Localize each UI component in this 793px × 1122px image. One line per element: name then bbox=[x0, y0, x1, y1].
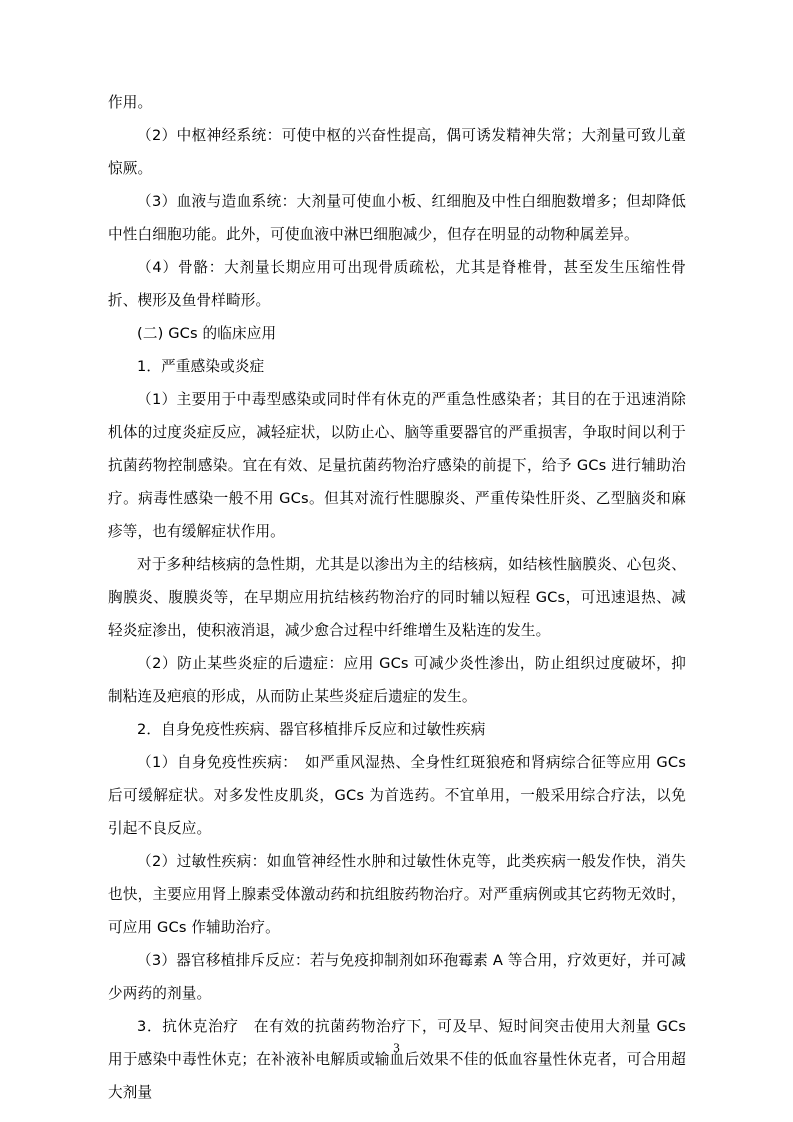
page-number: 3 bbox=[393, 1040, 400, 1055]
section-heading: (二) GCs 的临床应用 bbox=[137, 325, 277, 342]
paragraph: （4）骨骼：大剂量长期应用可出现骨质疏松，尤其是脊椎骨，甚至发生压缩性骨折、楔形及鱼骨样畸形。 bbox=[108, 259, 686, 309]
paragraph: 作用。 bbox=[108, 94, 153, 111]
page-body bbox=[108, 86, 686, 1109]
subsection-heading: 1．严重感染或炎症 bbox=[137, 358, 265, 375]
paragraph: （2）过敏性疾病：如血管神经性水肿和过敏性休克等，此类疾病一般发作快，消失也快，主要应用肾上腺素受体激动药和抗组胺药物治疗。对严重病例或其它药物无效时，可应用 GCs 作辅助治疗。 bbox=[108, 853, 686, 936]
paragraph: 对于多种结核病的急性期，尤其是以渗出为主的结核病，如结核性脑膜炎、心包炎、胸膜炎、腹膜炎等，在早期应用抗结核药物治疗的同时辅以短程 GCs，可迅速退热、减轻炎症渗出，使积液消退，减少愈合过程中纤维增生及粘连的发生。 bbox=[108, 556, 686, 639]
paragraph: （2）防止某些炎症的后遗症：应用 GCs 可减少炎性渗出，防止组织过度破坏，抑制粘连及疤痕的形成，从而防止某些炎症后遗症的发生。 bbox=[108, 655, 686, 705]
paragraph: （3）器官移植排斥反应：若与免疫抑制剂如环孢霉素 A 等合用，疗效更好，并可减少两药的剂量。 bbox=[108, 952, 686, 1002]
subsection-heading: 2．自身免疫性疾病、器官移植排斥反应和过敏性疾病 bbox=[137, 721, 486, 738]
paragraph: （2）中枢神经系统：可使中枢的兴奋性提高，偶可诱发精神失常；大剂量可致儿童惊厥。 bbox=[108, 127, 686, 177]
paragraph: （1）自身免疫性疾病： 如严重风湿热、全身性红斑狼疮和肾病综合征等应用 GCs 后可缓解症状。对多发性皮肌炎，GCs 为首选药。不宜单用，一般采用综合疗法，以免引起不良反应。 bbox=[108, 754, 686, 837]
paragraph: （3）血液与造血系统：大剂量可使血小板、红细胞及中性白细胞数增多；但却降低中性白细胞功能。此外，可使血液中淋巴细胞减少，但存在明显的动物种属差异。 bbox=[108, 193, 686, 243]
paragraph: （1）主要用于中毒型感染或同时伴有休克的严重急性感染者；其目的在于迅速消除机体的过度炎症反应，减轻症状，以防止心、脑等重要器官的严重损害，争取时间以利于抗菌药物控制感染。宜在有效、足量抗菌药物治疗感染的前提下，给予 GCs 进行辅助治疗。病毒性感染一般不用 GCs。但其对流行性腮腺炎、严重传染性肝炎、乙型脑炎和麻疹等，也有缓解症状作用。 bbox=[108, 391, 686, 540]
paragraph: 3．抗休克治疗 在有效的抗菌药物治疗下，可及早、短时间突击使用大剂量 GCs 用于感染中毒性休克；在补液补电解质或输血后效果不佳的低血容量性休克者，可合用超大剂量 bbox=[108, 1018, 686, 1101]
